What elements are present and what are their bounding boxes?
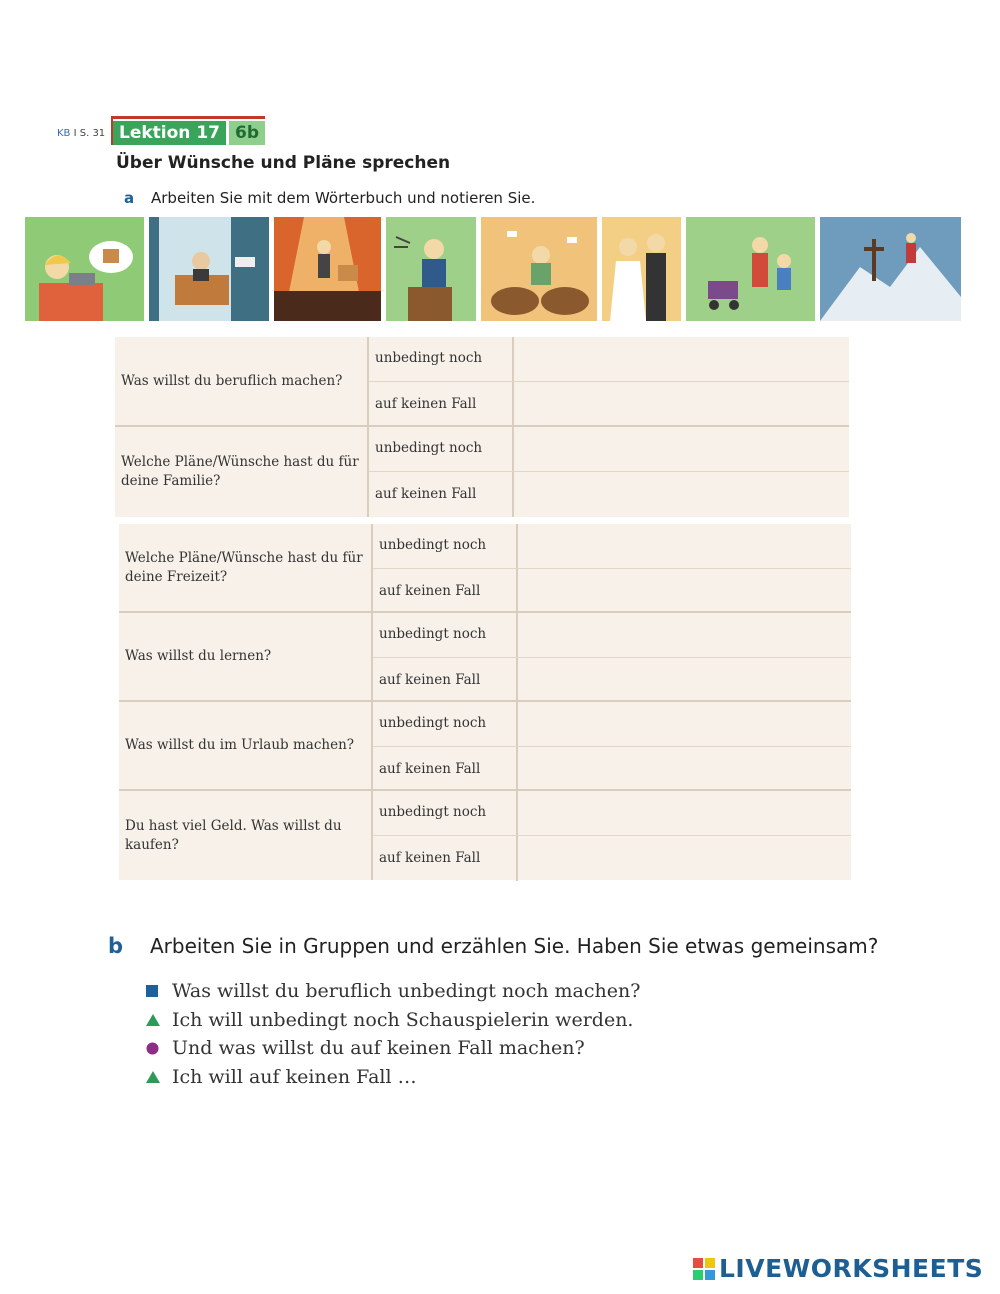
table-row-group <box>119 524 851 613</box>
table-row-group <box>119 702 851 791</box>
question-cell: Welche Pläne/Wünsche hast du für deine Familie? <box>115 427 369 517</box>
task-b-letter: b <box>108 934 124 958</box>
dialogue-text: Ich will auf keinen Fall … <box>172 1066 417 1088</box>
woman-at-laptop-illustration <box>25 217 144 321</box>
option-yes-label: unbedingt noch <box>373 613 518 658</box>
logo-blocks-icon <box>693 1258 715 1280</box>
answer-field[interactable] <box>518 613 851 658</box>
answer-field[interactable] <box>514 427 849 472</box>
dialogue-line <box>146 980 640 1002</box>
answer-field[interactable] <box>518 836 851 881</box>
option-yes-label: unbedingt noch <box>373 702 518 747</box>
family-with-pram-illustration <box>686 217 816 321</box>
dialogue-text: Und was willst du auf keinen Fall machen? <box>172 1037 585 1059</box>
plans-table-2 <box>119 524 851 880</box>
dialogue-text: Ich will unbedingt noch Schauspielerin werden. <box>172 1009 634 1031</box>
option-no-label: auf keinen Fall <box>373 658 518 703</box>
question-cell: Was willst du beruflich machen? <box>115 337 369 425</box>
mountain-summit-illustration <box>820 217 961 321</box>
speaker-at-podium-illustration <box>386 217 476 321</box>
answer-field[interactable] <box>514 382 849 427</box>
option-no-label: auf keinen Fall <box>369 472 514 517</box>
option-no-label: auf keinen Fall <box>373 836 518 881</box>
liveworksheets-logo <box>693 1254 983 1283</box>
answer-field[interactable] <box>518 569 851 614</box>
answer-field[interactable] <box>518 747 851 792</box>
task-a-instruction: Arbeiten Sie mit dem Wörterbuch und notieren Sie. <box>151 189 536 207</box>
option-yes-label: unbedingt noch <box>373 791 518 836</box>
wedding-couple-illustration <box>602 217 681 321</box>
question-cell: Was willst du im Urlaub machen? <box>119 702 373 789</box>
man-with-money-illustration <box>481 217 597 321</box>
dialogue-line <box>146 1037 585 1059</box>
option-no-label: auf keinen Fall <box>373 569 518 614</box>
lesson-title: Lektion 17 <box>113 121 226 145</box>
triangle-marker-icon <box>146 1014 172 1026</box>
option-no-label: auf keinen Fall <box>373 747 518 792</box>
plans-table-1 <box>115 337 849 517</box>
stage-performance-illustration <box>274 217 381 321</box>
lesson-header <box>111 116 265 145</box>
table-row-group <box>115 337 849 427</box>
task-b-instruction: Arbeiten Sie in Gruppen und erzählen Sie. Haben Sie etwas gemeinsam? <box>150 934 879 958</box>
task-a-letter: a <box>124 189 135 207</box>
option-yes-label: unbedingt noch <box>369 337 514 382</box>
lesson-code: 6b <box>229 121 265 145</box>
dialogue-line <box>146 1009 633 1031</box>
kb-label: KB <box>57 128 71 139</box>
square-marker-icon <box>146 985 172 997</box>
answer-field[interactable] <box>518 702 851 747</box>
option-yes-label: unbedingt noch <box>369 427 514 472</box>
page-title: Über Wünsche und Pläne sprechen <box>116 153 451 173</box>
circle-marker-icon <box>146 1042 172 1055</box>
picture-strip <box>25 217 961 321</box>
logo-text: LIVEWORKSHEETS <box>719 1254 984 1283</box>
option-yes-label: unbedingt noch <box>373 524 518 569</box>
answer-field[interactable] <box>518 658 851 703</box>
question-cell: Welche Pläne/Wünsche hast du für deine Freizeit? <box>119 524 373 611</box>
office-boss-illustration <box>149 217 270 321</box>
answer-field[interactable] <box>514 472 849 517</box>
question-cell: Was willst du lernen? <box>119 613 373 700</box>
table-row-group <box>115 427 849 517</box>
answer-field[interactable] <box>518 524 851 569</box>
table-row-group <box>119 791 851 880</box>
question-cell: Du hast viel Geld. Was willst du kaufen? <box>119 791 373 880</box>
triangle-marker-icon <box>146 1071 172 1083</box>
table-row-group <box>119 613 851 702</box>
option-no-label: auf keinen Fall <box>369 382 514 427</box>
dialogue-line <box>146 1066 417 1088</box>
answer-field[interactable] <box>518 791 851 836</box>
answer-field[interactable] <box>514 337 849 382</box>
page-number: I S. 31 <box>73 128 106 139</box>
dialogue-text: Was willst du beruflich unbedingt noch machen? <box>172 980 641 1002</box>
kb-page-reference <box>57 128 105 139</box>
